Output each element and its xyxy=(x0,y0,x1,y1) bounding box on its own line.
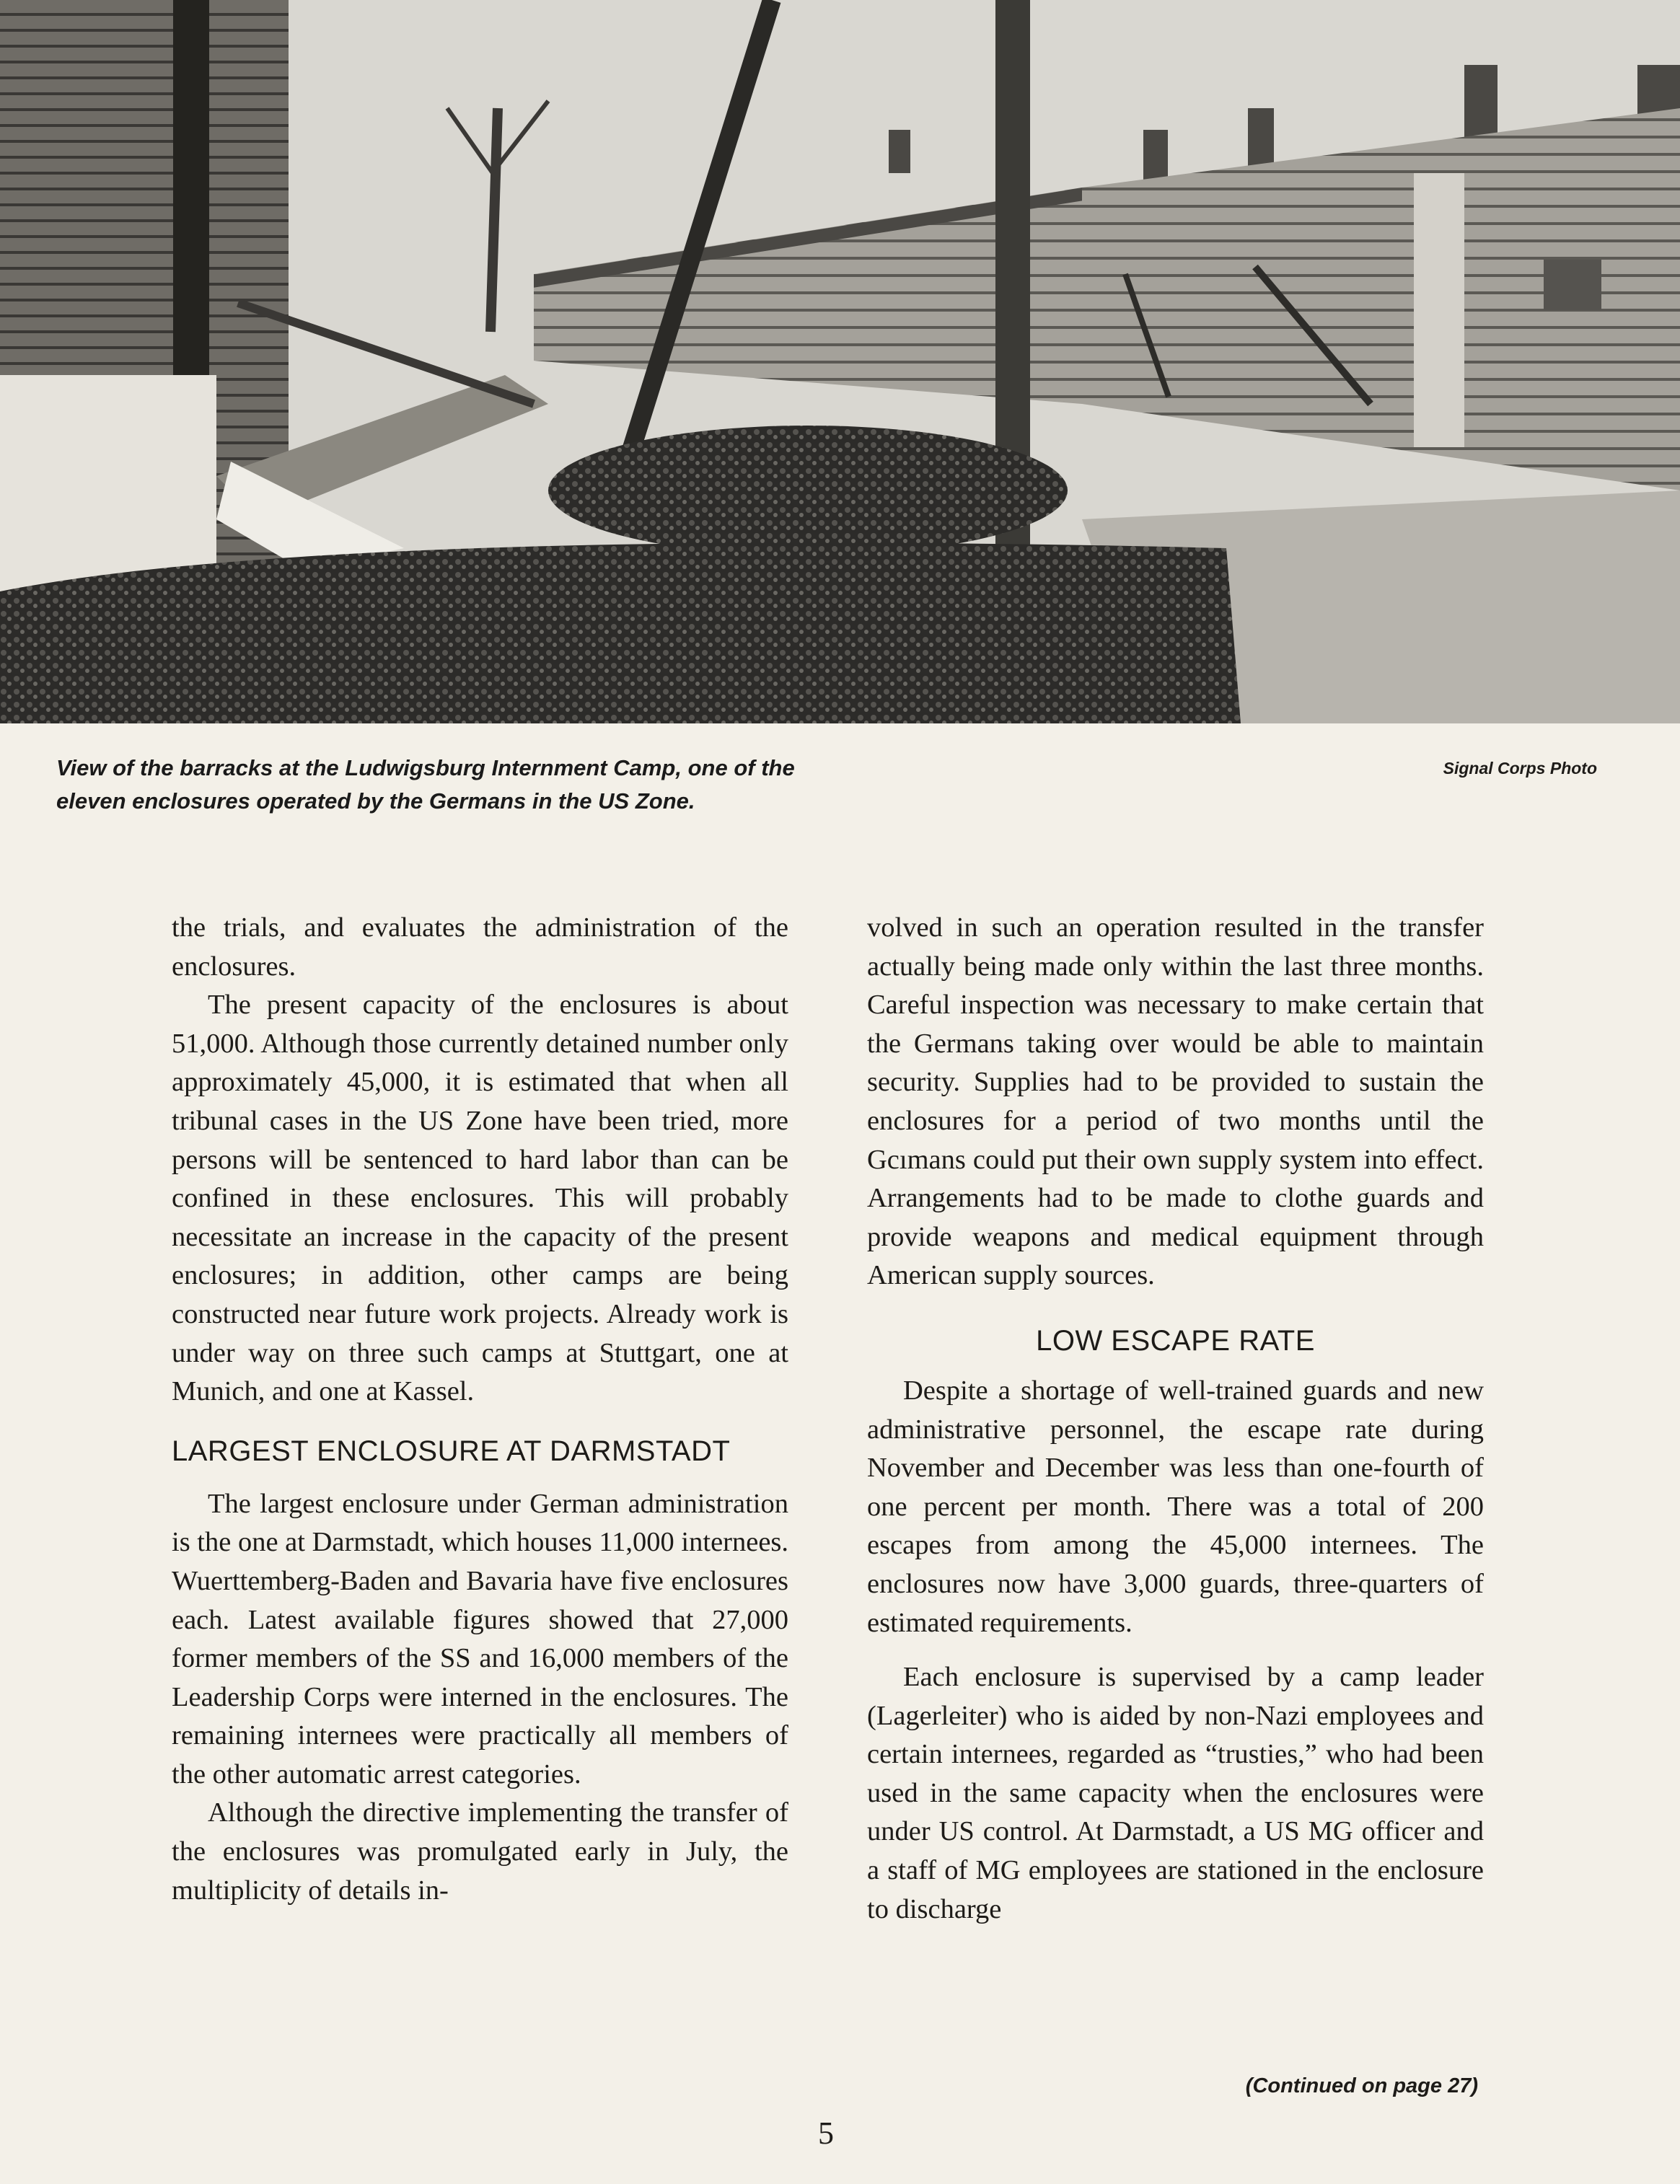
paragraph: Although the directive implementing the transfer of the enclosures was promulgated early in July, the multiplicity of details in- xyxy=(172,1797,788,1906)
barracks-photo-icon xyxy=(0,0,1680,723)
photo-caption: View of the barracks at the Ludwigsburg Internment Camp, one of the eleven enclosures operated by the Germans in the US Zone. xyxy=(56,755,795,814)
barracks-photo xyxy=(0,0,1680,723)
paragraph: Each enclosure is supervised by a camp leader (Lagerleiter) who is aided by non-Nazi employees and certain internees, regarded as “trusties,” who had been used in the same capacity when the enclosures were under US control. At Darmstadt, a US MG officer and a staff of MG employees are stationed in the enclosure to discharge xyxy=(867,1662,1484,1924)
paragraph: The largest enclosure under German administration is the one at Darmstadt, which houses 11,000 internees. Wuerttemberg-Baden and Bavaria have five enclosures each. Latest available figures showed that 27,000 former members of the SS and 16,000 members of the Leadership Corps were interned in the enclosures. The remaining internees were practically all members of the other automatic arrest categories. xyxy=(172,1488,789,1789)
page-number: 5 xyxy=(818,2115,834,2151)
left-column xyxy=(172,909,788,1910)
section-heading: LARGEST ENCLOSURE AT DARMSTADT xyxy=(172,1435,731,1467)
continued-note: (Continued on page 27) xyxy=(1245,2074,1478,2097)
section-heading: LOW ESCAPE RATE xyxy=(1036,1324,1315,1357)
right-column xyxy=(867,909,1484,1929)
paragraph: volved in such an operation resulted in the transfer actually being made only within the last three months. Careful inspection was necessary to make certain that the Germans taking over would be able to maintain security. Supplies had to be provided to sustain the enclosures for a period of two months until the Gcımans could put their own supply system into effect. Arrangements had to be made to clothe guards and provide weapons and medical equipment through American supply sources. xyxy=(867,912,1484,1291)
paragraph: Despite a shortage of well-trained guards and new administrative personnel, the escape rate during November and December was less than one-fourth of one percent per month. There was a total of 200 escapes from among the 45,000 internees. The enclosures now have 3,000 guards, three-quarters of estimated requirements. xyxy=(867,1375,1484,1638)
paragraph: The present capacity of the enclosures is about 51,000. Although those currently detained number only approximately 45,000, it is estimated that when all tribunal cases in the US Zone have been tried, more persons will be sentenced to hard labor than can be confined in these enclosures. This will probably necessitate an increase in the capacity of the present enclosures; in addition, other camps are being constructed near future work projects. Already work is under way on three such camps at Stuttgart, one at Munich, and one at Kassel. xyxy=(172,990,788,1407)
paragraph: the trials, and evaluates the administration of the enclosures. xyxy=(172,912,788,982)
photo-credit: Signal Corps Photo xyxy=(1443,759,1597,778)
